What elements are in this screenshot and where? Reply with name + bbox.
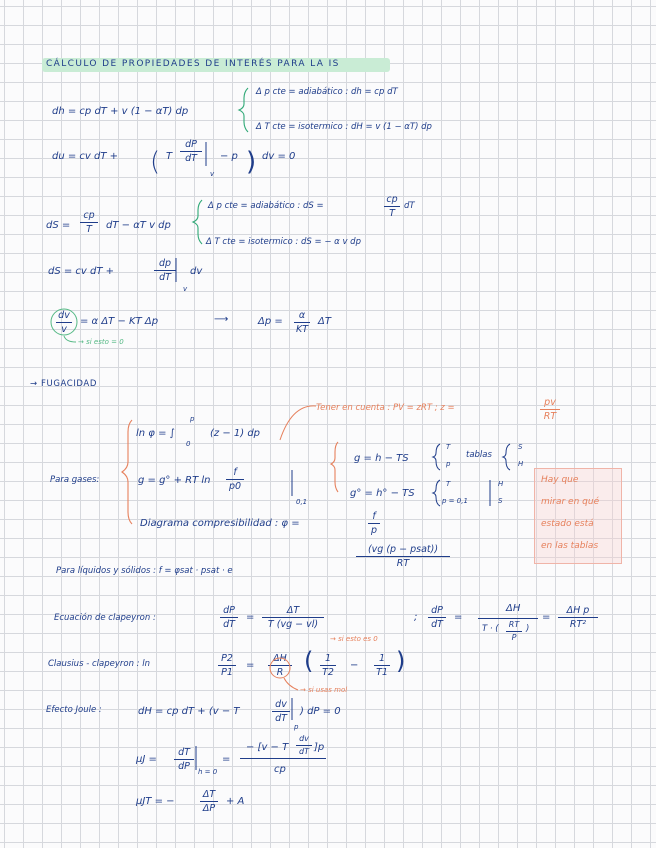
ds2-subscript-v: v xyxy=(183,285,188,293)
green-brace-ds xyxy=(193,200,202,244)
one2: 1 xyxy=(378,653,386,664)
tener-en-cuenta-note: Tener en cuenta : PV = zRT ; z = xyxy=(316,403,455,413)
ds2-equation-left: dS = cv dT + xyxy=(48,266,115,277)
exp-den: RT xyxy=(396,558,410,570)
kt: KT xyxy=(295,324,309,336)
green-pointer xyxy=(64,336,76,342)
clap3-den: RT² xyxy=(569,619,587,631)
paren-open-2: ( xyxy=(304,647,314,675)
ds-case-cp: cp xyxy=(386,194,398,205)
s-label: S xyxy=(518,443,523,451)
f-num: f xyxy=(233,467,237,478)
T-label-2: T xyxy=(446,480,451,488)
mu-jt-equation: μJT = − xyxy=(136,796,175,807)
clap-semicolon: ; xyxy=(414,612,418,623)
mujt-end: + A xyxy=(226,796,245,807)
right-arrow: ⟶ xyxy=(214,314,229,325)
du-minus-p: − p xyxy=(220,151,238,162)
rt: RT xyxy=(508,620,520,629)
g-h-TS-equation: g = h − TS xyxy=(354,453,409,464)
clap-equals: = xyxy=(246,612,255,623)
exp-num: (vg (p − psat)) xyxy=(367,544,439,555)
joule-p-subscript: p xyxy=(294,723,299,731)
mu-num: − [v − T xyxy=(246,742,289,753)
clausius-label: Clausius - clapeyron : ln xyxy=(48,659,150,669)
mu-dv: dv xyxy=(299,734,309,743)
s-label-2: S xyxy=(498,497,503,505)
dv-equation-mid: = α ΔT − KT Δp xyxy=(80,316,159,327)
brace-tp xyxy=(433,444,440,470)
clap2-dH: ΔH xyxy=(506,603,521,614)
note-line: Hay que xyxy=(541,475,579,485)
red-pointer-R xyxy=(284,678,298,690)
clap2-den-a: T · ( xyxy=(482,624,499,634)
para-gases-label: Para gases: xyxy=(50,475,100,485)
tablas-label: tablas xyxy=(466,450,492,460)
ds2-dp: dp xyxy=(158,258,172,269)
integrand: (z − 1) dp xyxy=(210,428,261,439)
p-eq-01: p = 0,1 xyxy=(442,497,468,505)
ds-T: T xyxy=(86,224,92,236)
ds2-equation-right: dv xyxy=(190,266,203,277)
ds-adiabatic-case: Δ p cte = adiabático : dS = xyxy=(208,201,324,211)
du-equation-right: dv = 0 xyxy=(262,151,296,162)
page-title: CÁLCULO DE PROPIEDADES DE INTERÉS PARA LA IS xyxy=(46,59,340,69)
joule-label: Efecto Joule : xyxy=(46,705,102,715)
p: P xyxy=(511,632,517,642)
clap-dT: dT xyxy=(223,619,235,631)
brace-tp2 xyxy=(433,480,440,506)
paren-close-2: ) xyxy=(396,647,406,675)
du-subscript-v: v xyxy=(210,170,215,178)
diagrama-compresibilidad: Diagrama compresibilidad : φ = xyxy=(140,518,300,529)
clausius-equals: = xyxy=(246,660,255,671)
t2: T2 xyxy=(322,667,334,679)
clausius-note: → si usas mol xyxy=(300,686,348,694)
joule-equation: dH = cp dT + (v − T xyxy=(138,706,240,717)
dh-equation: dh = cp dT + v (1 − αT) dp xyxy=(52,106,189,117)
p0-value: 0,1 xyxy=(296,498,308,506)
diag-f: f xyxy=(372,511,376,522)
one1: 1 xyxy=(324,653,332,664)
note-line: mirar en qué xyxy=(541,497,600,507)
mujt-DP: ΔP xyxy=(202,803,216,815)
du-dT: dT xyxy=(185,153,197,165)
joule-dv: dv xyxy=(275,699,287,710)
note-line: en las tablas xyxy=(541,541,599,551)
mu-j-label: μJ = xyxy=(136,754,157,765)
liquidos-solidos-equation: Para líquidos y sólidos : f = φsat · psat · e xyxy=(56,566,233,576)
z-num: pv xyxy=(544,397,556,408)
mu-cp: cp xyxy=(274,764,286,775)
dp-equation-dT: ΔT xyxy=(318,316,331,327)
clap3-num: ΔH p xyxy=(566,605,590,616)
du-dp: dP xyxy=(185,139,197,150)
ds-cp: cp xyxy=(83,210,95,221)
dh-adiabatic-case: Δ p cte = adiabático : dh = cp dT xyxy=(256,87,398,97)
mu-dP: dP xyxy=(178,761,190,773)
paren-close: ) xyxy=(246,147,257,177)
mu-equals: = xyxy=(222,754,231,765)
t1: T1 xyxy=(376,667,388,679)
dp-equation-left: Δp = xyxy=(258,316,283,327)
clap2-dp: dP xyxy=(431,605,443,616)
dv-numerator: dv xyxy=(58,310,70,321)
green-brace-dh xyxy=(239,88,248,132)
g-equation: g = g° + RT ln xyxy=(138,475,211,486)
mu-dT: dT xyxy=(178,747,190,758)
ds-equation-left: dS = xyxy=(46,220,71,231)
red-brace-gases xyxy=(122,420,132,524)
note-line: estado está xyxy=(541,519,594,529)
clapeyron-label: Ecuación de clapeyron : xyxy=(54,613,156,623)
R: R xyxy=(276,667,284,679)
alpha: α xyxy=(298,310,306,321)
paren-open: ( xyxy=(150,147,161,177)
brace-sh xyxy=(503,444,510,470)
red-circle-R xyxy=(270,658,290,678)
z-den: RT xyxy=(543,411,557,423)
clap2-dT: dT xyxy=(431,619,443,631)
ds-case-dT: dT xyxy=(404,201,415,211)
p1: P1 xyxy=(221,667,233,679)
green-circle xyxy=(51,309,77,335)
p2: P2 xyxy=(221,653,233,664)
p-label: p xyxy=(446,460,451,468)
red-brace-g xyxy=(331,442,338,492)
clap-dp: dP xyxy=(223,605,235,616)
green-note: → si esto = 0 xyxy=(78,338,124,346)
joule-dT: dT xyxy=(275,713,287,725)
integral-upper-limit: p xyxy=(190,415,195,423)
clap-den: T (vg − vl) xyxy=(267,619,319,631)
du-equation-left: du = cv dT + xyxy=(52,151,119,162)
section-heading-fugacidad: → FUGACIDAD xyxy=(30,379,97,389)
clap-num: ΔT xyxy=(286,605,300,616)
h-label: H xyxy=(518,460,524,468)
clap-note: → si esto es 0 xyxy=(330,635,378,643)
clap3-equals: = xyxy=(542,612,551,623)
dh-isothermal-case: Δ T cte = isotermico : dH = v (1 − αT) dp xyxy=(256,122,432,132)
g0-equation: g° = h° − TS xyxy=(350,488,415,499)
dv-denominator: v xyxy=(61,324,67,336)
h-zero: h = 0 xyxy=(198,768,218,776)
p0-den: p0 xyxy=(228,481,242,493)
red-connector xyxy=(280,406,316,440)
ds-isothermal-case: Δ T cte = isotermico : dS = − α v dp xyxy=(206,237,361,247)
ln-phi-integral: ln φ = ∫ xyxy=(136,428,175,439)
joule-rest: ) dP = 0 xyxy=(300,706,341,717)
diag-p: p xyxy=(370,525,378,537)
ds-case-T: T xyxy=(389,208,395,220)
mujt-DT: ΔT xyxy=(202,789,216,800)
ds2-dT: dT xyxy=(159,272,171,284)
clap2-equals: = xyxy=(454,612,463,623)
mu-p: ]p xyxy=(314,742,325,753)
du-T: T xyxy=(166,151,173,162)
integral-lower-limit: 0 xyxy=(186,440,191,448)
ds-equation-rest: dT − αT v dp xyxy=(106,220,171,231)
T-label: T xyxy=(446,443,451,451)
mu-dT2: dT xyxy=(299,746,309,756)
h-label-2: H xyxy=(498,480,504,488)
clap2-den-b: ) xyxy=(526,624,530,634)
dH: ΔH xyxy=(273,653,287,664)
clausius-minus: − xyxy=(350,660,359,671)
